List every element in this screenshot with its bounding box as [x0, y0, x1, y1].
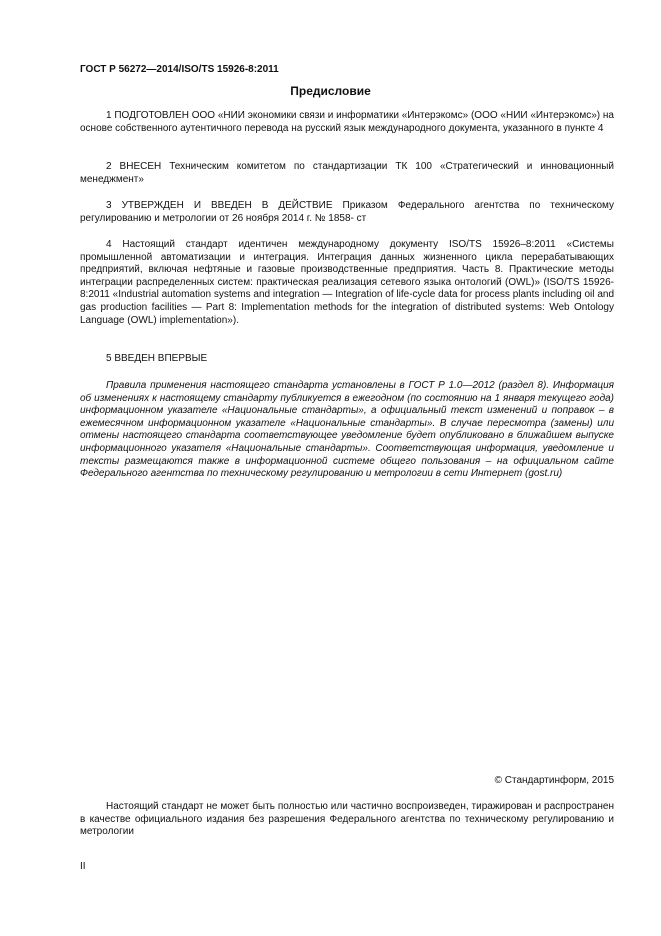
application-rules-notice: Правила применения настоящего стандарта установлены в ГОСТ Р 1.0—2012 (раздел 8). Информация об изменениях к настоящему стандарту публикуется в ежегодном (по состоянию на 1 января текущего года) информационном указателе «Национальные стандарты», а официальный текст изменений и поправок – в ежемесячном информационном указателе «Национальные стандарты». В случае пересмотра (замены) или отмены настоящего стандарта соответствующее уведомление будет опубликовано в ближайшем выпуске информационного указателя «Национальные стандарты». Соответствующая информация, уведомление и тексты размещаются также в информационной системе общего пользования – на официальном сайте Федерального агентства по техническому регулированию и метрологии в сети Интернет (gost.ru) — [80, 380, 614, 480]
paragraph-introduced-first: 5 ВВЕДЕН ВПЕРВЫЕ — [106, 353, 208, 364]
page-title: Предисловие — [290, 84, 371, 98]
paragraph-approved: 3 УТВЕРЖДЕН И ВВЕДЕН В ДЕЙСТВИЕ Приказом Федерального агентства по техническому регулированию и метрологии от 26 ноября 2014 г. № 1858- ст — [80, 200, 614, 224]
paragraph-identical-to: 4 Настоящий стандарт идентичен международному документу ISO/TS 15926–8:2011 «Системы промышленной автоматизации и интеграция. Интеграция данных жизненного цикла перерабатывающих предприятий, включая нефтяные и газовые производственные предприятия. Часть 8. Практические методы интеграции распределенных систем: практическая реализация сетевого языка онтологий (OWL)» (ISO/TS 15926-8:2011 «Industrial automation systems and integration — Integration of life-cycle data for process plants including oil and gas production facilities — Part 8: Implementation methods for the integration of distributed systems: Web Ontology Language (OWL) implementation»). — [80, 239, 614, 326]
copyright-notice: © Стандартинформ, 2015 — [494, 775, 614, 786]
page-number: II — [80, 861, 86, 872]
document-header: ГОСТ Р 56272—2014/ISO/TS 15926-8:2011 — [80, 64, 279, 75]
reproduction-notice: Настоящий стандарт не может быть полностью или частично воспроизведен, тиражирован и распространен в качестве официального издания без разрешения Федерального агентства по техническому регулированию и метрологии — [80, 801, 614, 838]
paragraph-introduced-by: 2 ВНЕСЕН Техническим комитетом по стандартизации ТК 100 «Стратегический и инновационный менеджмент» — [80, 161, 614, 185]
paragraph-prepared-by: 1 ПОДГОТОВЛЕН ООО «НИИ экономики связи и информатики «Интерэкомс» (ООО «НИИ «Интерэкомс») на основе собственного аутентичного перевода на русский язык международного документа, указанного в пункте 4 — [80, 110, 614, 134]
